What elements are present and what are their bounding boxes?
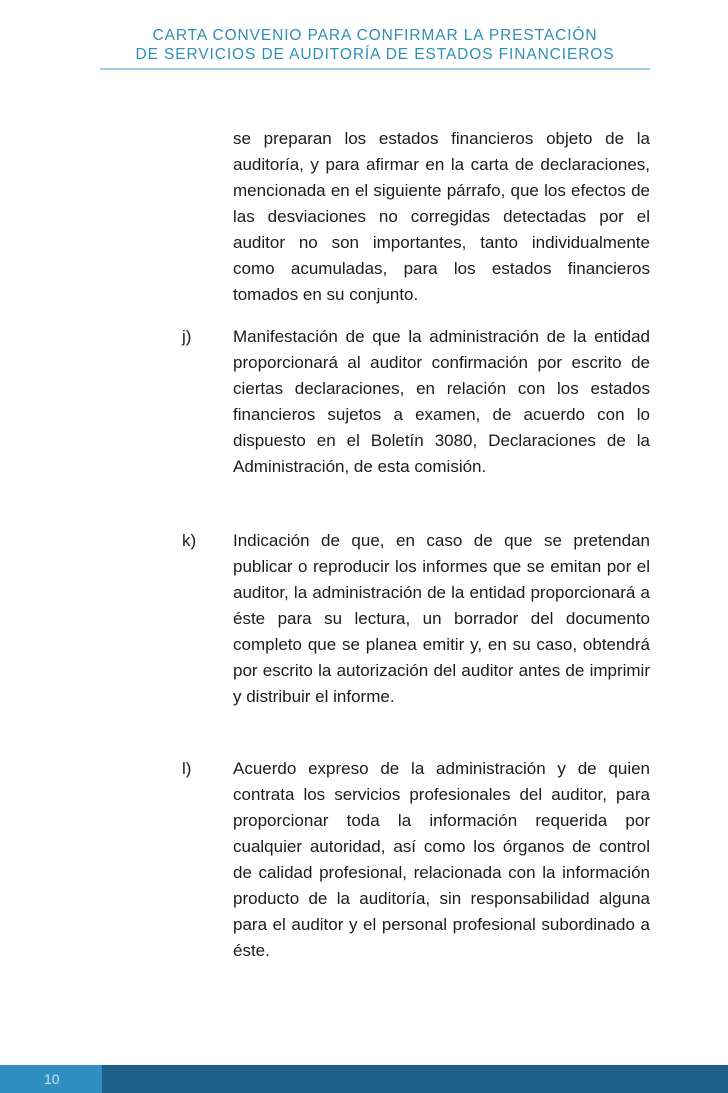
list-item-marker-j: j) [182, 327, 192, 346]
continuation-paragraph: se preparan los estados financieros objeto de la auditoría, y para afirmar en la carta de declaraciones, mencionada en el siguiente párrafo, que los efectos de las desviaciones no corregidas detectadas por el auditor no son importantes, tanto individualmente como acumuladas, para los estados financieros tomados en su conjunto. [233, 129, 650, 304]
list-item-marker-k: k) [182, 531, 197, 550]
page-number: 10 [0, 1065, 102, 1093]
header-title-line-1: CARTA CONVENIO PARA CONFIRMAR LA PRESTACIÓN [152, 27, 598, 44]
list-item-text-l: Acuerdo expreso de la administración y de quien contrata los servicios profesionales del auditor, para proporcionar toda la información requerida por cualquier autoridad, así como los órganos de control de calidad profesional, relacionada con la información producto de la auditoría, sin responsabilidad alguna para el auditor y el personal profesional subordinado a éste. [233, 759, 650, 960]
list-item-marker-l: l) [182, 759, 192, 778]
list-item-text-k: Indicación de que, en caso de que se pretendan publicar o reproducir los informes que se emitan por el auditor, la administración de la entidad proporcionará a éste para su lectura, un borrador del documento completo que se planea emitir y, en su caso, obtendrá por escrito la autorización del auditor antes de imprimir y distribuir el informe. [233, 531, 650, 706]
header-title-line-2: DE SERVICIOS DE AUDITORÍA DE ESTADOS FINANCIEROS [135, 46, 615, 63]
footer-bar [0, 1065, 728, 1093]
list-item-text-j: Manifestación de que la administración de la entidad proporcionará al auditor confirmación por escrito de ciertas declaraciones, en relación con los estados financieros sujetos a examen, de acuerdo con lo dispuesto en el Boletín 3080, Declaraciones de la Administración, de esta comisión. [233, 327, 650, 476]
